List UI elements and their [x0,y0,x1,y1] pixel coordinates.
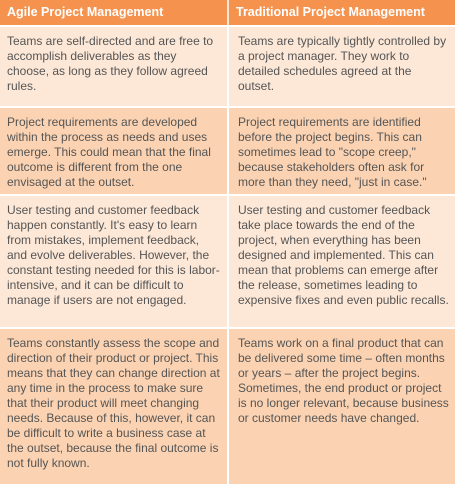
cell-traditional-scope: Teams work on a final product that can be delivered some time – often months or years – after the project begins. Sometimes, the end product or project is no longer relevant, because business or customer needs have changed. [238,336,449,425]
table-row [0,329,455,484]
cell-traditional-team-control: Teams are typically tightly controlled by a project manager. They work to detailed schedules agreed at the outset. [238,34,447,93]
header-traditional: Traditional Project Management [229,0,455,25]
cell-agile-testing: User testing and customer feedback happen constantly. It's easy to learn from mistakes, implement feedback, and evolve deliverables. However, the constant testing needed for this is labor-intensive, and it can be difficult to manage if users are not engaged. [7,203,220,307]
cell-agile-requirements: Project requirements are developed within the process as needs and uses emerge. This could mean that the final outcome is different from the one envisaged at the outset. [7,115,211,189]
cell-traditional-testing: User testing and customer feedback take place towards the end of the project, when everything has been designed and implemented. This can mean that problems can emerge after the release, sometimes leading to expensive fixes and even public recalls. [238,203,449,307]
table-row [0,108,455,194]
table-row [0,27,455,106]
header-agile: Agile Project Management [0,0,227,25]
cell-agile-scope: Teams constantly assess the scope and direction of their product or project. This means that they can change direction at any time in the process to make sure that their product will meet changing needs. Because of this, however, it can be difficult to write a business case at the outset, because the final outcome is not fully known. [7,336,220,470]
table-row [0,196,455,327]
cell-agile-team-control: Teams are self-directed and are free to accomplish deliverables as they choose, as long as they follow agreed rules. [7,34,214,93]
cell-traditional-requirements: Project requirements are identified before the project begins. This can sometimes lead to "scope creep," because stakeholders often ask for more than they need, "just in case." [238,115,427,189]
